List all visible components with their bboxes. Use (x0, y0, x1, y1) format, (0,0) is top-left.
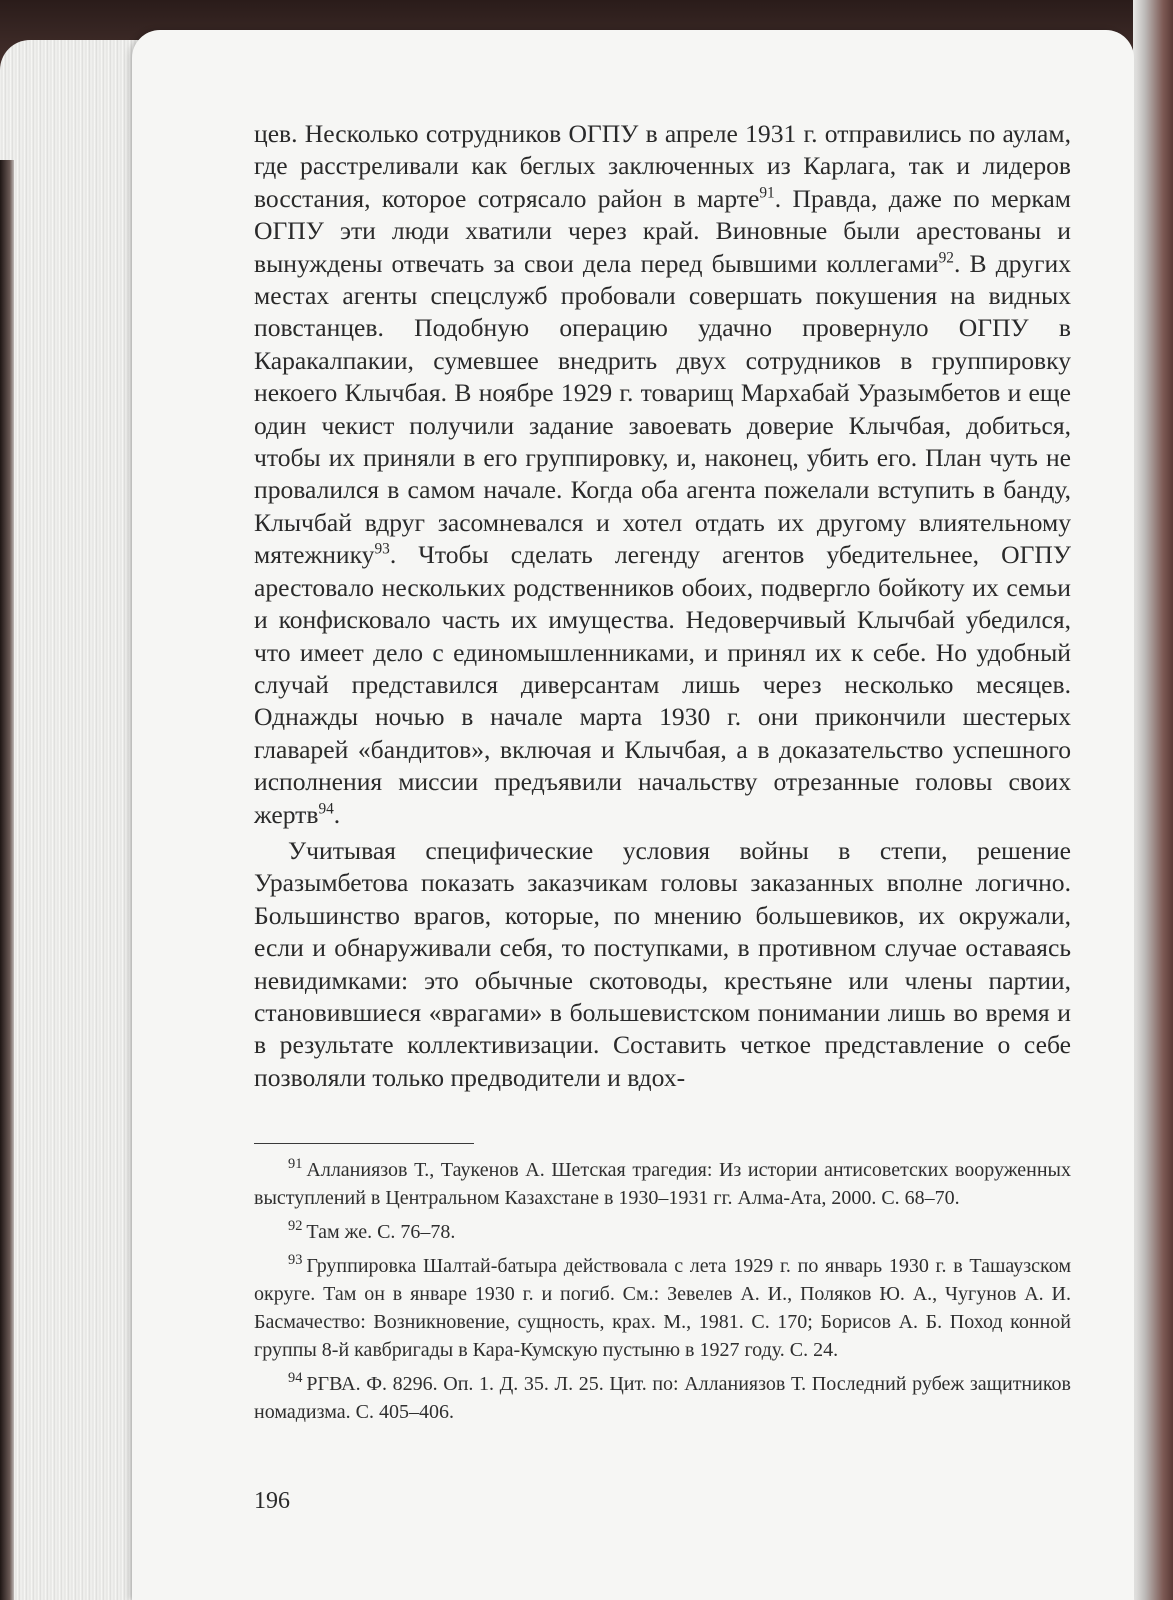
main-text (254, 118, 1071, 1094)
paragraph-1-part-e: . (333, 799, 341, 829)
paragraph-1-part-d: . Чтобы сделать легенду агентов убедительнее, ОГПУ арестовало нескольких родственников обоих, подвергло бойкоту их семьи и конфисковало часть их имущества. Недоверчивый Клычбай убедился, что имеет дело с единомышленниками, и принял их к себе. Но удобный случай представился диверсантам лишь через несколько месяцев. Однажды ночью в начале марта 1930 г. они прикончили шестерых главарей «бандитов», включая и Клычбая, а в доказательство успешного исполнения миссии предъявили начальству отрезанные головы своих жертв (254, 540, 1071, 829)
paragraph-1-part-b: . Правда, даже по меркам ОГПУ эти люди хватили через край. Виновные были арестованы и вынуждены отвечать за свои дела перед бывшими коллегами (254, 183, 1071, 278)
paragraph-1 (254, 118, 1071, 831)
footnote-number: 91 (288, 1156, 303, 1173)
footnote-number: 94 (288, 1370, 303, 1387)
book-page-edges (0, 40, 140, 1600)
page-number: 196 (254, 1488, 290, 1514)
footnote-ref-92: 92 (938, 249, 954, 267)
paragraph-1-part-a: цев. Несколько сотрудников ОГПУ в апреле 1931 г. отправились по аулам, где расстреливали как беглых заключенных из Карлага, так и лидеров восстания, которое сотрясало район в марте (254, 119, 1071, 213)
book-right-edge (1133, 0, 1173, 1600)
paragraph-1-part-c: . В других местах агенты спецслужб пробовали совершать покушения на видных повстанцев. Подобную операцию удачно провернуло ОГПУ в Каракалпакии, сумевшее внедрить двух сотрудников в группировку некоего Клычбая. В ноябре 1929 г. товарищ Мархабай Уразымбетов и еще один чекист получили задание завоевать доверие Клычбая, добиться, чтобы их приняли в его группировку, и, наконец, убить его. План чуть не провалился в самом начале. Когда оба агента пожелали вступить в банду, Клычбай вдруг засомневался и хотел отдать их другому влиятельному мятежнику (254, 248, 1071, 570)
footnote-number: 92 (288, 1218, 303, 1235)
footnote-92 (254, 1218, 1071, 1246)
footnote-91 (254, 1156, 1071, 1212)
footnote-93 (254, 1252, 1071, 1364)
footnotes (254, 1156, 1071, 1432)
footnote-divider (254, 1143, 474, 1144)
footnote-ref-91: 91 (759, 184, 775, 202)
footnote-text: Алланиязов Т., Таукенов А. Шетская трагедия: Из истории антисоветских вооруженных выступлений в Центральном Казахстане в 1930–1931 гг. Алма-Ата, 2000. С. 68–70. (254, 1159, 1071, 1209)
footnote-94 (254, 1370, 1071, 1426)
footnote-text: Там же. С. 76–78. (306, 1221, 456, 1243)
footnote-number: 93 (288, 1252, 303, 1269)
footnote-ref-94: 94 (318, 800, 334, 817)
paragraph-2: Учитывая специфические условия войны в степи, решение Уразымбетова показать заказчикам головы заказанных вполне логично. Большинство врагов, которые, по мнению большевиков, их окружали, если и обнаруживали себя, то поступками, в противном случае оставаясь невидимками: это обычные скотоводы, крестьяне или члены партии, становившиеся «врагами» в большевистском понимании лишь во время и в результате коллективизации. Составить четкое представление о себе позволяли только предводители и вдох- (254, 835, 1071, 1092)
footnote-text: Группировка Шалтай-батыра действовала с лета 1929 г. по январь 1930 г. в Ташаузском округе. Там он в январе 1930 г. и погиб. См.: Зевелев А. И., Поляков Ю. А., Чугунов А. И. Басмачество: Возникновение, сущность, крах. М., 1981. С. 170; Борисов А. Б. Поход конной группы 8-й кавбригады в Кара-Кумскую пустыню в 1927 году. С. 24. (254, 1255, 1071, 1361)
footnote-ref-93: 93 (374, 540, 390, 558)
footnote-text: РГВА. Ф. 8296. Оп. 1. Д. 35. Л. 25. Цит. по: Алланиязов Т. Последний рубеж защитников номадизма. С. 405–406. (254, 1373, 1071, 1423)
